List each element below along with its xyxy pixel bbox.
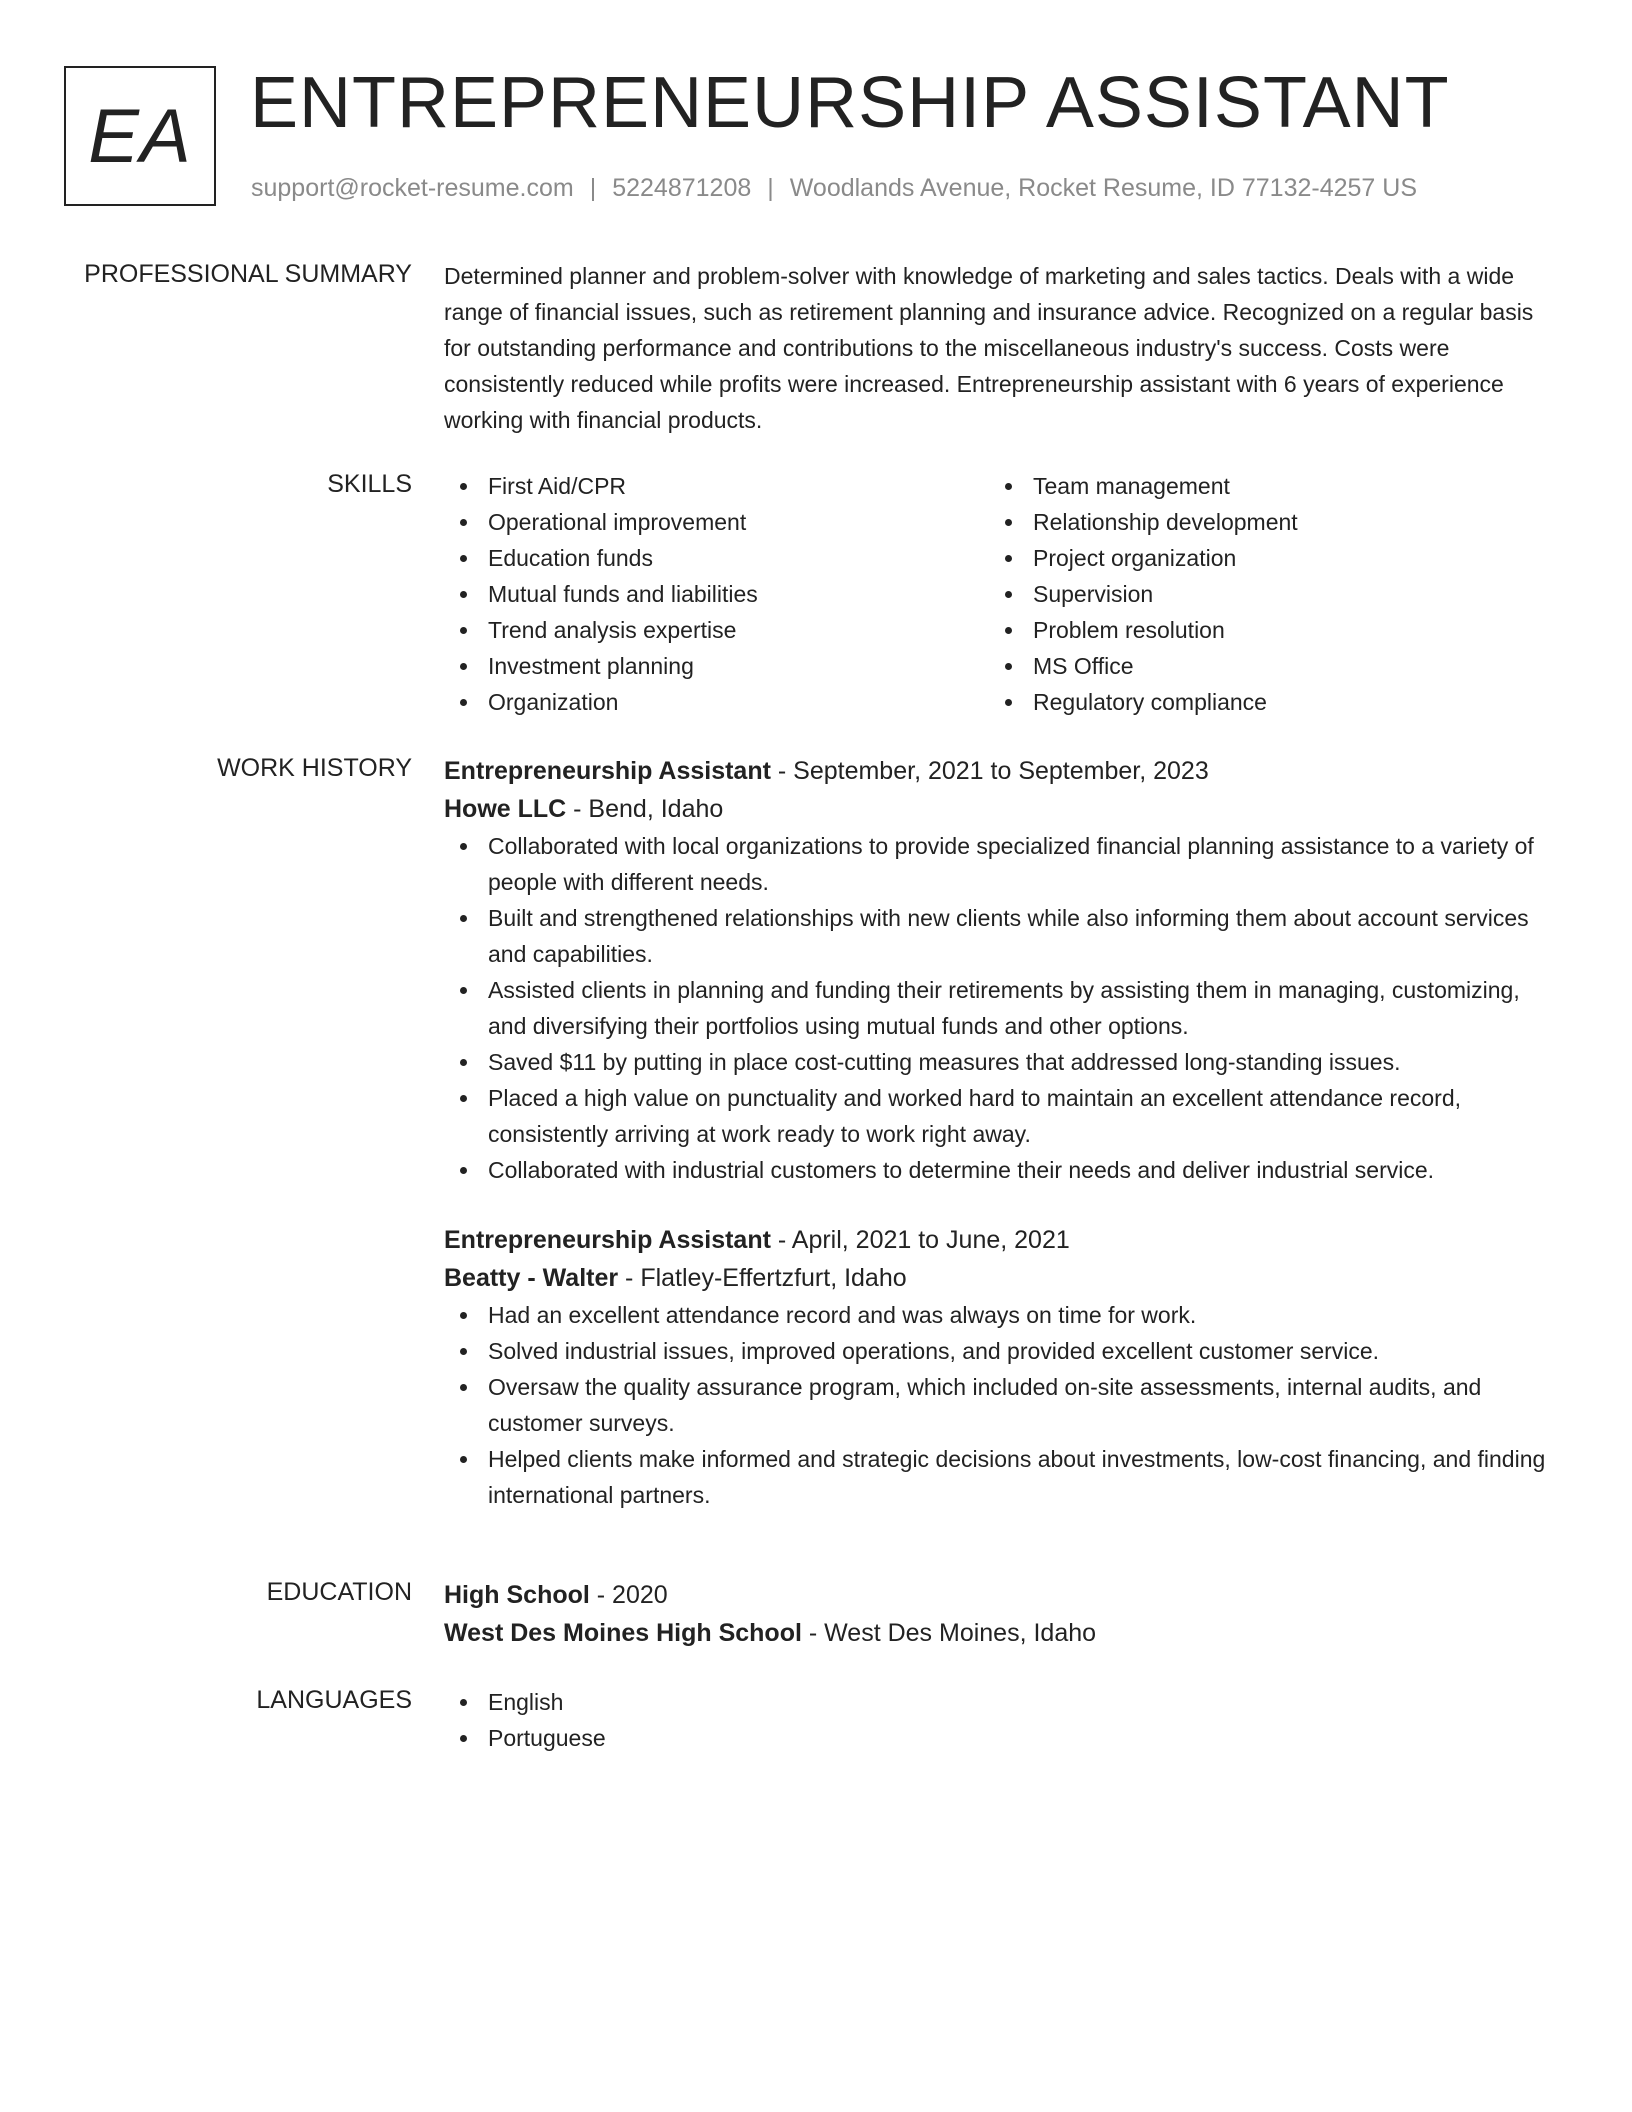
education-body xyxy=(444,1576,1554,1652)
skills-body xyxy=(444,468,1554,720)
skill-item: Investment planning xyxy=(444,648,989,684)
work-history-body xyxy=(444,752,1554,1513)
section-title-summary: PROFESSIONAL SUMMARY xyxy=(84,260,412,288)
job-company-line xyxy=(444,790,1554,828)
summary-body xyxy=(444,258,1554,438)
job-entry xyxy=(444,1221,1554,1513)
job-title-line xyxy=(444,752,1554,790)
languages-list xyxy=(444,1684,1554,1756)
skill-item: Team management xyxy=(989,468,1534,504)
job-duty: Collaborated with local organizations to provide specialized financial planning assistance to a variety of people with different needs. xyxy=(444,828,1554,900)
job-entry xyxy=(444,752,1554,1188)
job-company: Howe LLC xyxy=(444,795,567,823)
skill-item: Education funds xyxy=(444,540,989,576)
candidate-name: ENTREPRENEURSHIP ASSISTANT xyxy=(250,63,1450,143)
contact-address: Woodlands Avenue, Rocket Resume, ID 77132-4257 US xyxy=(789,174,1417,202)
job-duties-list xyxy=(444,1297,1554,1513)
education-degree-line xyxy=(444,1576,1554,1614)
skills-list-right xyxy=(989,468,1534,720)
contact-email: support@rocket-resume.com xyxy=(251,174,574,202)
job-duty: Helped clients make informed and strategic decisions about investments, low-cost financing, and finding international partners. xyxy=(444,1441,1554,1513)
contact-separator: | xyxy=(589,174,597,202)
skill-item: MS Office xyxy=(989,648,1534,684)
education-degree: High School xyxy=(444,1581,590,1609)
skill-item: Supervision xyxy=(989,576,1534,612)
skills-list-left xyxy=(444,468,989,720)
job-location: - Flatley-Effertzfurt, Idaho xyxy=(618,1264,907,1292)
contact-phone: 5224871208 xyxy=(612,174,752,202)
section-title-languages: LANGUAGES xyxy=(256,1686,412,1714)
contact-line xyxy=(251,172,1417,204)
job-duty: Built and strengthened relationships with new clients while also informing them about account services and capabilities. xyxy=(444,900,1554,972)
monogram-initials: EA xyxy=(88,93,192,179)
skill-item: Project organization xyxy=(989,540,1534,576)
job-duty: Solved industrial issues, improved operations, and provided excellent customer service. xyxy=(444,1333,1554,1369)
skill-item: Trend analysis expertise xyxy=(444,612,989,648)
skill-item: Problem resolution xyxy=(989,612,1534,648)
job-duty: Collaborated with industrial customers to determine their needs and deliver industrial service. xyxy=(444,1152,1554,1188)
skill-item: First Aid/CPR xyxy=(444,468,989,504)
job-dates: - April, 2021 to June, 2021 xyxy=(770,1226,1070,1254)
job-duty: Assisted clients in planning and funding their retirements by assisting them in managing, customizing, and diversifying their portfolios using mutual funds and other options. xyxy=(444,972,1554,1044)
job-role: Entrepreneurship Assistant xyxy=(444,1226,771,1254)
job-duty: Saved $11 by putting in place cost-cutting measures that addressed long-standing issues. xyxy=(444,1044,1554,1080)
skill-item: Relationship development xyxy=(989,504,1534,540)
skill-item: Regulatory compliance xyxy=(989,684,1534,720)
section-title-work-history: WORK HISTORY xyxy=(217,754,412,782)
education-location: - West Des Moines, Idaho xyxy=(801,1619,1097,1647)
education-year: - 2020 xyxy=(589,1581,668,1609)
job-duty: Oversaw the quality assurance program, which included on-site assessments, internal audits, and customer surveys. xyxy=(444,1369,1554,1441)
section-title-education: EDUCATION xyxy=(266,1578,412,1606)
job-company-line xyxy=(444,1259,1554,1297)
job-location: - Bend, Idaho xyxy=(566,795,724,823)
job-duties-list xyxy=(444,828,1554,1188)
section-title-skills: SKILLS xyxy=(327,470,412,498)
education-school: West Des Moines High School xyxy=(444,1619,802,1647)
skill-item: Organization xyxy=(444,684,989,720)
job-role: Entrepreneurship Assistant xyxy=(444,757,771,785)
skill-item: Mutual funds and liabilities xyxy=(444,576,989,612)
job-duty: Had an excellent attendance record and was always on time for work. xyxy=(444,1297,1554,1333)
monogram-box xyxy=(64,66,216,206)
job-company: Beatty - Walter xyxy=(444,1264,619,1292)
skill-item: Operational improvement xyxy=(444,504,989,540)
contact-separator: | xyxy=(767,174,774,202)
summary-text: Determined planner and problem-solver with knowledge of marketing and sales tactics. Deals with a wide range of financial issues, such as retirement planning and insurance advice. Recognized on a regular basis for outstanding performance and contributions to the miscellaneous industry's success. Costs were consistently reduced while profits were increased. Entrepreneurship assistant with 6 years of experience working with financial products. xyxy=(444,263,1534,433)
job-title-line xyxy=(444,1221,1554,1259)
education-school-line xyxy=(444,1614,1554,1652)
job-dates: - September, 2021 to September, 2023 xyxy=(770,757,1209,785)
language-item: English xyxy=(444,1684,1554,1720)
languages-body xyxy=(444,1684,1554,1756)
language-item: Portuguese xyxy=(444,1720,1554,1756)
job-duty: Placed a high value on punctuality and worked hard to maintain an excellent attendance record, consistently arriving at work ready to work right away. xyxy=(444,1080,1554,1152)
